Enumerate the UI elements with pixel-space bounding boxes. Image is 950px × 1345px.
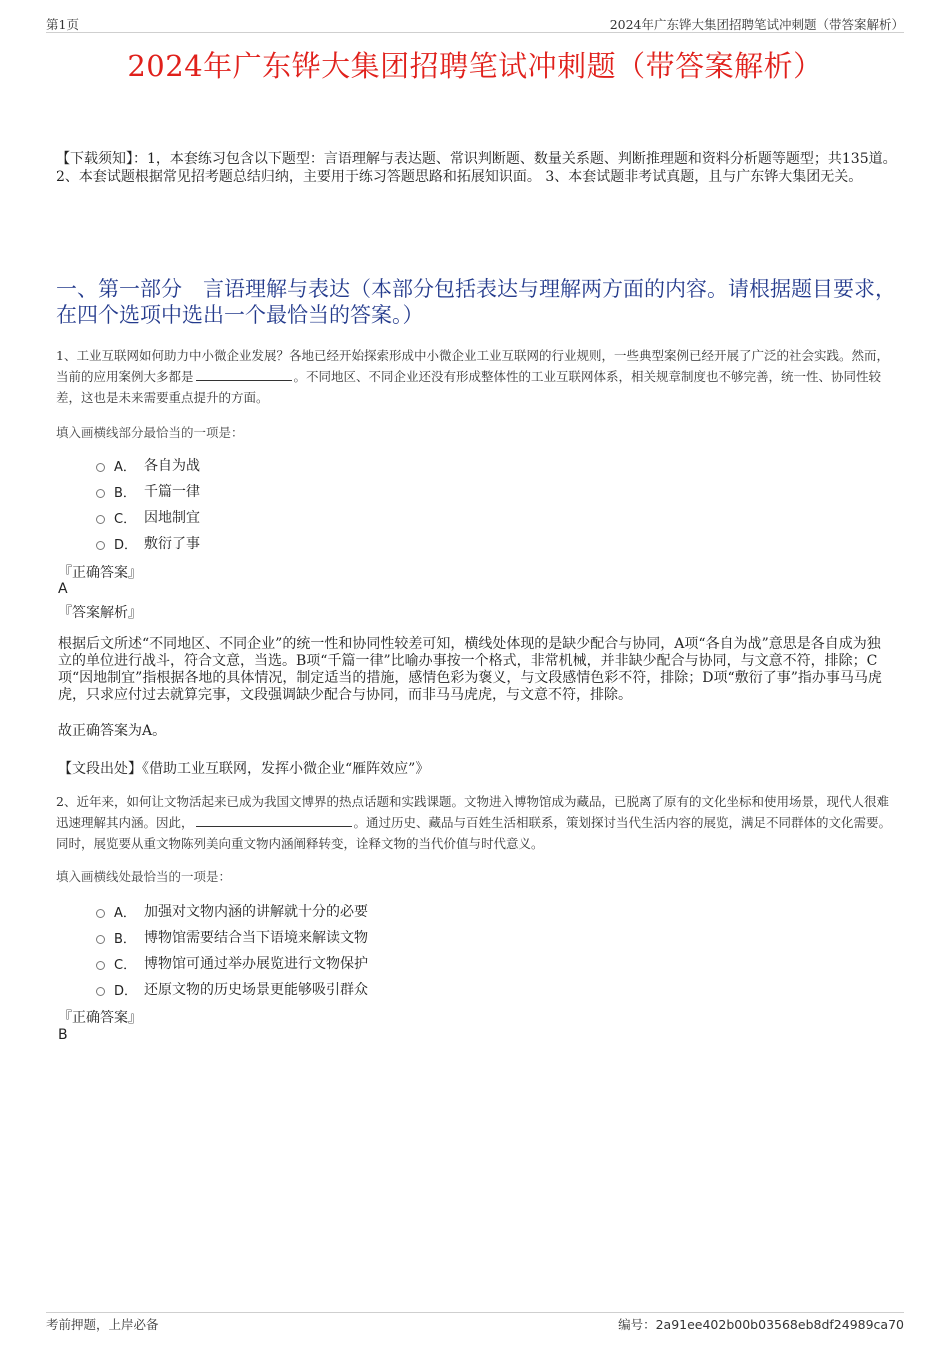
fill-blank	[196, 814, 352, 827]
question-1-options	[96, 452, 200, 556]
correct-answer-label: 『正确答案』	[58, 565, 142, 581]
option-d[interactable]: D． 还原文物的历史场景更能够吸引群众	[96, 976, 368, 1002]
answer-conclusion: 故正确答案为A。	[58, 723, 167, 739]
question-2-options	[96, 898, 368, 1002]
fill-blank	[196, 368, 292, 381]
question-2-text-after: 。通过历史、藏品与百姓生活相联系，策划探讨当代生活内容的展览，满足不同群体的文化需要。同时，展览要从重文物陈列美向重文物内涵阐释转变，诠释文物的当代价值与时代意义。	[56, 815, 892, 851]
page-footer	[46, 1312, 904, 1333]
footer-slogan: 考前押题，上岸必备	[46, 1317, 159, 1332]
analysis-label: 『答案解析』	[58, 605, 142, 621]
document-title: 2024年广东铧大集团招聘笔试冲刺题（带答案解析）	[127, 49, 823, 83]
question-1-text-after: 。不同地区、不同企业还没有形成整体性的工业互联网体系，相关规章制度也不够完善，统一性、协同性较差，这也是未来需要重点提升的方面。	[56, 369, 882, 405]
radio-icon[interactable]	[96, 987, 105, 996]
question-2-prompt: 填入画横线处最恰当的一项是：	[56, 869, 232, 884]
radio-icon[interactable]	[96, 515, 105, 524]
radio-icon[interactable]	[96, 909, 105, 918]
section-title: 一、第一部分 言语理解与表达（本部分包括表达与理解两方面的内容。请根据题目要求，在四个选项中选出一个最恰当的答案。）	[56, 277, 896, 327]
passage-source: 【文段出处】《借助工业互联网，发挥小微企业“雁阵效应”》	[58, 761, 430, 777]
option-a[interactable]: A． 加强对文物内涵的讲解就十分的必要	[96, 898, 368, 924]
correct-answer: A	[58, 581, 68, 597]
option-d[interactable]: D． 敷衍了事	[96, 530, 200, 556]
question-2-text	[56, 791, 898, 854]
question-2-text-before: 2、近年来，如何让文物活起来已成为我国文博界的热点话题和实践课题。文物进入博物馆成为藏品，已脱离了原有的文化坐标和使用场景，现代人很难迅速理解其内涵。因此，	[56, 794, 889, 830]
header-doc-title: 2024年广东铧大集团招聘笔试冲刺题（带答案解析）	[609, 17, 904, 32]
radio-icon[interactable]	[96, 489, 105, 498]
option-a[interactable]: A． 各自为战	[96, 452, 200, 478]
option-c[interactable]: C． 博物馆可通过举办展览进行文物保护	[96, 950, 368, 976]
document-code: 编号：2a91ee402b00b03568eb8df24989ca70	[618, 1317, 904, 1332]
radio-icon[interactable]	[96, 463, 105, 472]
question-1-text-before: 1、工业互联网如何助力中小微企业发展？各地已经开始探索形成中小微企业工业互联网的行业规则，一些典型案例已经开展了广泛的社会实践。然而，当前的应用案例大多都是	[56, 348, 889, 384]
option-c[interactable]: C． 因地制宜	[96, 504, 200, 530]
download-notice: 【下载须知】：1，本套练习包含以下题型：言语理解与表达题、常识判断题、数量关系题、判断推理题和资料分析题等题型；共135道。 2、本套试题根据常见招考题总结归纳，主要用于练习答题思路和拓展知识面。 3、本套试题非考试真题，且与广东铧大集团无关。	[56, 151, 897, 185]
question-1-text	[56, 345, 898, 408]
page-number: 第1页	[46, 17, 79, 32]
question-1-prompt: 填入画横线部分最恰当的一项是：	[56, 425, 244, 440]
correct-answer-label: 『正确答案』	[58, 1010, 142, 1026]
radio-icon[interactable]	[96, 935, 105, 944]
radio-icon[interactable]	[96, 961, 105, 970]
correct-answer: B	[58, 1027, 68, 1043]
option-b[interactable]: B． 博物馆需要结合当下语境来解读文物	[96, 924, 368, 950]
page-header	[46, 14, 904, 33]
radio-icon[interactable]	[96, 541, 105, 550]
option-b[interactable]: B． 千篇一律	[96, 478, 200, 504]
answer-analysis: 根据后文所述“不同地区、不同企业”的统一性和协同性较差可知，横线处体现的是缺少配合与协同，A项“各自为战”意思是各自成为独立的单位进行战斗，符合文意，当选。B项“千篇一律”比喻办事按一个格式，非常机械，并非缺少配合与协同，与文意不符，排除；C项“因地制宜”指根据各地的具体情况，制定适当的措施，感情色彩为褒义，与文段感情色彩不符，排除；D项“敷衍了事”指办事马马虎虎，只求应付过去就算完事，文段强调缺少配合与协同，而非马马虎虎，与文意不符，排除。	[58, 636, 882, 703]
